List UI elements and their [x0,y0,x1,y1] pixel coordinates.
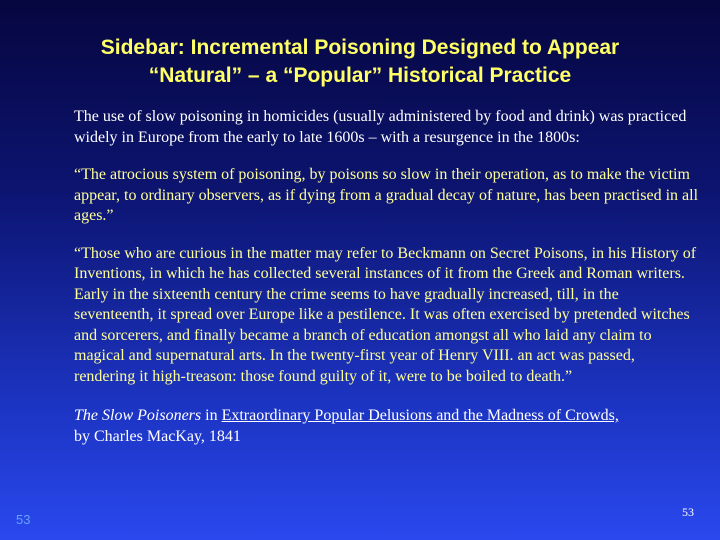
slide-number-right: 53 [682,505,694,519]
slide-title [30,34,690,90]
slide-number-left: 53 [16,512,31,527]
slide-body [74,107,699,464]
intro-paragraph: The use of slow poisoning in homicides (usually administered by food and drink) was practiced widely in Europe from the early to late 1600s – with a resurgence in the 1800s: [74,108,687,146]
slide-title-line-2: “Natural” – a “Popular” Historical Practice [148,64,572,87]
quote-paragraph-2: “Those who are curious in the matter may refer to Beckmann on Secret Poisons, in his History of Inventions, in which he has collected several instances of it from the Greek and Roman writers. Early in the sixteenth century the crime seems to have gradually increased, till, in the seventeenth, it spread over Europe like a pestilence. It was often exercised by pretended witches and sorcerers, and finally became a branch of education amongst all who laid any claim to magical and supernatural arts. In the twenty-first year of Henry VIII. an act was passed, rendering it high-treason: those found guilty of it, were to be boiled to death.” [74,244,697,385]
attribution-in-word: in [201,407,222,424]
quote-paragraph-1: “The atrocious system of poisoning, by poisons so slow in their operation, as to make the victim appear, to ordinary observers, as if dying from a gradual decay of nature, has been practised in all ages.” [74,166,699,224]
attribution-byline: by Charles MacKay, 1841 [74,427,241,445]
attribution-book-link[interactable]: Extraordinary Popular Delusions and the Madness of Crowds, [221,407,619,424]
slide-title-line-1: Sidebar: Incremental Poisoning Designed to Appear [100,36,620,59]
attribution-work-title: The Slow Poisoners [74,407,202,424]
attribution [74,406,699,447]
